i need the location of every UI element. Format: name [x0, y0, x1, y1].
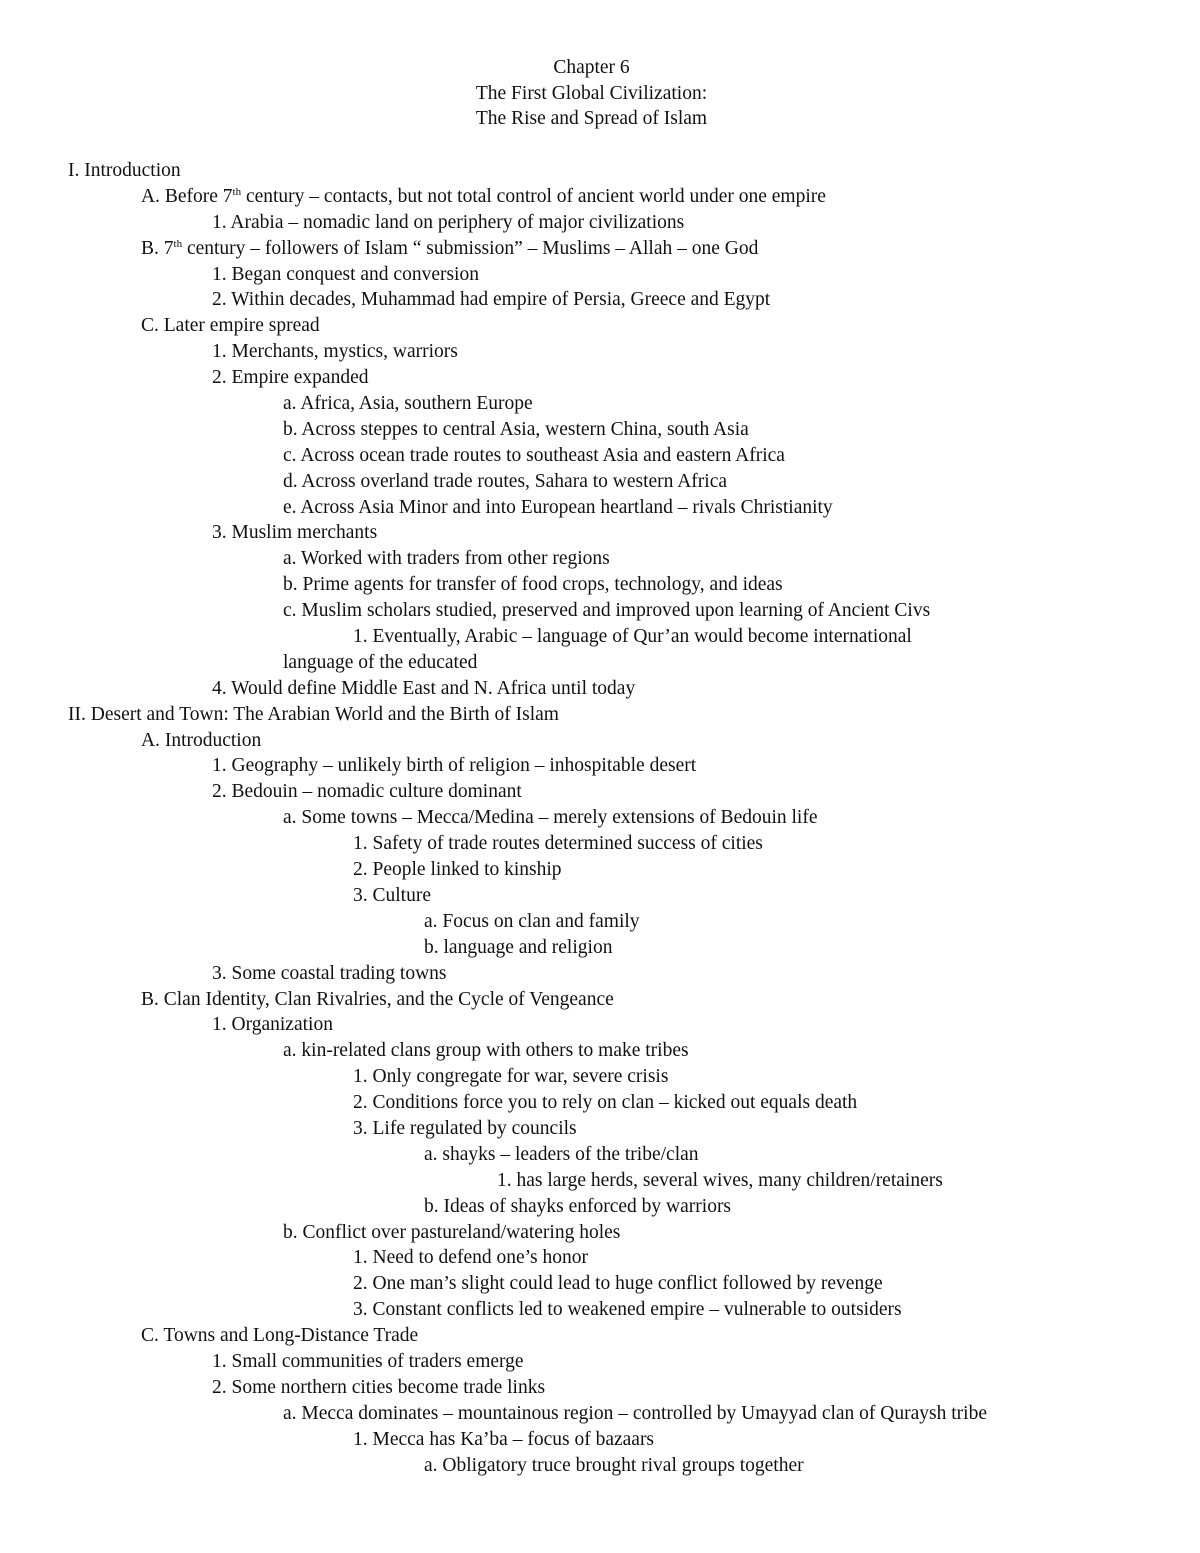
outline-item-text: 3. Muslim merchants [212, 522, 378, 544]
outline-item-text: a. Mecca dominates – mountainous region – controlled by Umayyad clan of Quraysh tribe [283, 1402, 987, 1424]
chapter-title: The First Global Civilization: [475, 82, 708, 104]
outline-item [0, 1271, 1200, 1297]
outline-item [0, 650, 1200, 676]
outline-item [0, 961, 1200, 987]
outline-item [0, 598, 1200, 624]
outline-item-text: a. Focus on clan and family [424, 910, 640, 932]
outline-item [0, 339, 1200, 365]
outline-item [0, 313, 1200, 339]
outline [0, 158, 1200, 1478]
chapter-subtitle: The Rise and Spread of Islam [475, 108, 708, 130]
outline-item-text: 2. Within decades, Muhammad had empire of Persia, Greece and Egypt [212, 289, 771, 311]
outline-item [0, 546, 1200, 572]
outline-item [0, 1245, 1200, 1271]
outline-item-text: 1. Merchants, mystics, warriors [212, 341, 458, 363]
chapter-heading: Chapter 6 [553, 57, 630, 78]
outline-item-text: 4. Would define Middle East and N. Africa until today [212, 677, 636, 699]
outline-item [0, 1142, 1200, 1168]
outline-item-text-start: A. Before 7 [141, 185, 233, 207]
outline-item-text: 1. Began conquest and conversion [212, 263, 479, 285]
outline-item [0, 495, 1200, 521]
outline-item-text: a. Africa, Asia, southern Europe [283, 393, 533, 415]
outline-item-text: a. shayks – leaders of the tribe/clan [424, 1143, 699, 1165]
title-block [0, 55, 1183, 132]
outline-item-text: 3. Some coastal trading towns [212, 962, 447, 984]
outline-item [0, 702, 1200, 728]
outline-item [0, 365, 1200, 391]
outline-item [0, 287, 1200, 313]
outline-item [0, 572, 1200, 598]
outline-item [0, 728, 1200, 754]
outline-item-text: 1. Need to defend one’s honor [353, 1247, 589, 1269]
outline-item-text: 3. Culture [353, 884, 431, 906]
outline-item-text: 1. Mecca has Ka’ba – focus of bazaars [353, 1428, 655, 1450]
outline-item [0, 857, 1200, 883]
ordinal-superscript: th [232, 185, 242, 198]
outline-item-text: 2. One man’s slight could lead to huge conflict followed by revenge [353, 1273, 883, 1295]
outline-item [0, 987, 1200, 1013]
outline-item-text: 3. Constant conflicts led to weakened empire – vulnerable to outsiders [353, 1299, 902, 1321]
outline-item [0, 417, 1200, 443]
outline-item-text: 1. Only congregate for war, severe crisis [353, 1066, 669, 1088]
ordinal-superscript: th [173, 237, 183, 250]
outline-item [0, 1116, 1200, 1142]
outline-item-text: 3. Life regulated by councils [353, 1117, 577, 1139]
outline-item-text: 1. Small communities of traders emerge [212, 1350, 524, 1372]
outline-item-text: 2. Empire expanded [212, 367, 369, 389]
outline-item-text: a. kin-related clans group with others to make tribes [283, 1040, 689, 1062]
outline-item-text: 2. People linked to kinship [353, 859, 562, 881]
outline-item-text: 1. Organization [212, 1014, 333, 1036]
outline-item-text: C. Later empire spread [141, 315, 320, 337]
outline-item-text: d. Across overland trade routes, Sahara to western Africa [283, 470, 728, 492]
outline-item-text: 1. Geography – unlikely birth of religion – inhospitable desert [212, 755, 697, 777]
outline-item [0, 1194, 1200, 1220]
outline-item [0, 210, 1200, 236]
outline-item-text: a. Obligatory truce brought rival groups together [424, 1454, 804, 1476]
outline-item [0, 262, 1200, 288]
outline-item [0, 753, 1200, 779]
outline-item [0, 184, 1200, 210]
outline-item-text: a. Worked with traders from other regions [283, 548, 610, 570]
outline-item-text: A. Introduction [141, 729, 262, 751]
outline-item [0, 1168, 1200, 1194]
outline-item [0, 1375, 1200, 1401]
outline-item [0, 236, 1200, 262]
outline-item [0, 624, 1200, 650]
outline-item-text: 2. Bedouin – nomadic culture dominant [212, 781, 522, 803]
outline-item-text: 1. Arabia – nomadic land on periphery of major civilizations [212, 211, 685, 233]
outline-item [0, 443, 1200, 469]
outline-item [0, 1349, 1200, 1375]
outline-item-text-end: century – followers of Islam “ submission” – Muslims – Allah – one God [182, 237, 759, 259]
outline-item-text: c. Muslim scholars studied, preserved and improved upon learning of Ancient Civs [283, 600, 931, 622]
outline-item [0, 1012, 1200, 1038]
outline-item-text: 1. Safety of trade routes determined success of cities [353, 833, 763, 855]
outline-item-text: 2. Some northern cities become trade links [212, 1376, 546, 1398]
outline-item [0, 883, 1200, 909]
outline-item-text: b. Prime agents for transfer of food crops, technology, and ideas [283, 574, 783, 596]
outline-item-text-start: B. 7 [141, 237, 174, 259]
outline-item-text: B. Clan Identity, Clan Rivalries, and the Cycle of Vengeance [141, 988, 614, 1010]
outline-item-text: b. language and religion [424, 936, 613, 958]
outline-item [0, 1090, 1200, 1116]
outline-item-text: a. Some towns – Mecca/Medina – merely extensions of Bedouin life [283, 807, 818, 829]
outline-item-text: I. Introduction [68, 160, 181, 181]
outline-item-text: 1. has large herds, several wives, many children/retainers [497, 1169, 943, 1191]
outline-item-text: language of the educated [283, 651, 478, 673]
outline-item-text: b. Conflict over pastureland/watering holes [283, 1221, 621, 1243]
outline-item-text: e. Across Asia Minor and into European heartland – rivals Christianity [283, 496, 833, 518]
outline-item [0, 520, 1200, 546]
outline-item-text [141, 184, 826, 210]
outline-item-text: II. Desert and Town: The Arabian World and the Birth of Islam [68, 703, 559, 725]
outline-item [0, 676, 1200, 702]
outline-item [0, 935, 1200, 961]
outline-item [0, 1297, 1200, 1323]
outline-item [0, 1038, 1200, 1064]
outline-item [0, 1427, 1200, 1453]
outline-item [0, 469, 1200, 495]
outline-item-text: 2. Conditions force you to rely on clan – kicked out equals death [353, 1092, 858, 1114]
outline-item [0, 1064, 1200, 1090]
outline-item-text: b. Ideas of shayks enforced by warriors [424, 1195, 732, 1217]
outline-item [0, 1220, 1200, 1246]
outline-item-text: 1. Eventually, Arabic – language of Qur’an would become international [353, 626, 912, 648]
outline-item [0, 158, 1200, 184]
outline-item [0, 831, 1200, 857]
outline-item [0, 391, 1200, 417]
outline-item [0, 805, 1200, 831]
outline-item-text [141, 236, 758, 262]
outline-item [0, 1323, 1200, 1349]
outline-item-text-end: century – contacts, but not total control of ancient world under one empire [241, 185, 826, 207]
outline-item [0, 909, 1200, 935]
outline-item-text: b. Across steppes to central Asia, western China, south Asia [283, 418, 749, 440]
outline-item [0, 1401, 1200, 1427]
outline-item [0, 1453, 1200, 1479]
outline-item-text: c. Across ocean trade routes to southeast Asia and eastern Africa [283, 444, 785, 466]
outline-item-text: C. Towns and Long-Distance Trade [141, 1325, 419, 1347]
outline-item [0, 779, 1200, 805]
